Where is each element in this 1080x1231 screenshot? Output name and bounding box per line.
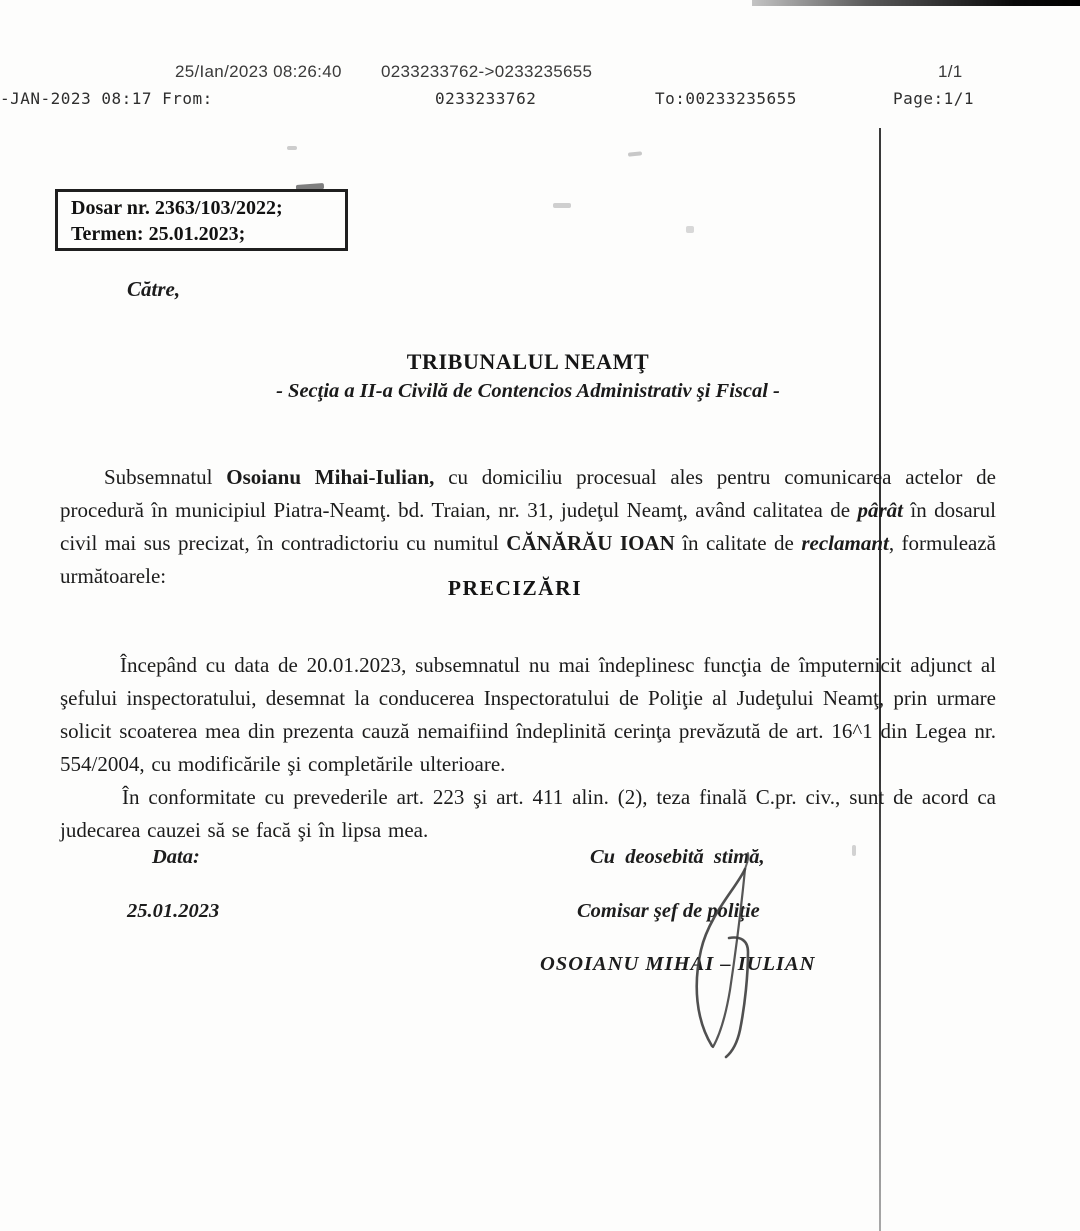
fax-page-count: 1/1 [938, 62, 963, 81]
scan-speck [553, 203, 571, 208]
document-heading: PRECIZĂRI [447, 576, 583, 600]
scan-speck [628, 151, 642, 156]
court-section: - Secţia a II-a Civilă de Contencios Administrativ şi Fiscal - [276, 380, 780, 402]
court-address-block [0, 349, 1056, 403]
fax-from-number: 0233233762 [435, 89, 537, 108]
handwritten-signature [660, 845, 780, 1070]
signer-name: OSOIANU MIHAI – IULIAN [540, 953, 816, 975]
scan-speck [686, 226, 694, 233]
fax-header-line2 [0, 89, 1080, 113]
case-number: Dosar nr. 2363/103/2022; [71, 197, 283, 219]
fax-header-line1 [0, 62, 1080, 86]
court-title: TRIBUNALUL NEAMŢ [406, 349, 650, 374]
case-reference-box [55, 189, 348, 251]
fax-route-numbers: 0233233762->0233235655 [381, 62, 593, 81]
scan-artifact-top-bar [752, 0, 1080, 6]
salutation: Către, [127, 277, 181, 301]
date-label: Data: [152, 846, 200, 868]
fax-to-number: To:00233235655 [655, 89, 797, 108]
case-term-date: Termen: 25.01.2023; [71, 223, 246, 245]
paragraph-intro: Subsemnatul Osoianu Mihai-Iulian, cu domiciliu procesual ales pentru comunicarea actelor de procedură în municipiul Piatra-Neamţ. bd. Traian, nr. 31, judeţul Neamţ, având calitatea de pârât în dosarul civil mai sus precizat, în contradictoriu cu numitul CĂNĂRĂU IOAN în calitate de reclamant, formulează următoarele: [60, 465, 997, 588]
fax-page-indicator: Page:1/1 [893, 89, 975, 108]
closing-salute: Cu deosebită stimă, [590, 846, 765, 868]
date-value: 25.01.2023 [127, 900, 220, 922]
fax-timestamp: 25/Ian/2023 08:26:40 [175, 62, 342, 81]
fax-date-from-label: -JAN-2023 08:17 From: [0, 89, 213, 108]
paragraph-main: Începând cu data de 20.01.2023, subsemnatul nu mai îndeplinesc funcţia de împuternicit adjunct al şefului inspectoratului, desemnat la conducerea Inspectoratului de Poliţie al Judeţului Neamţ, prin urmare solicit scoaterea mea din prezenta cauză nemaifiind îndeplinită cerinţa prevăzută de art. 16^1 din Legea nr. 554/2004, cu modificările şi completările ulterioare. [60, 653, 996, 776]
signer-rank: Comisar şef de poliţie [577, 900, 760, 922]
paragraph-consent: În conformitate cu prevederile art. 223 şi art. 411 alin. (2), teza finală C.pr. civ., sunt de acord ca judecarea cauzei să se facă şi în lipsa mea. [60, 785, 996, 842]
scan-speck [287, 146, 297, 150]
